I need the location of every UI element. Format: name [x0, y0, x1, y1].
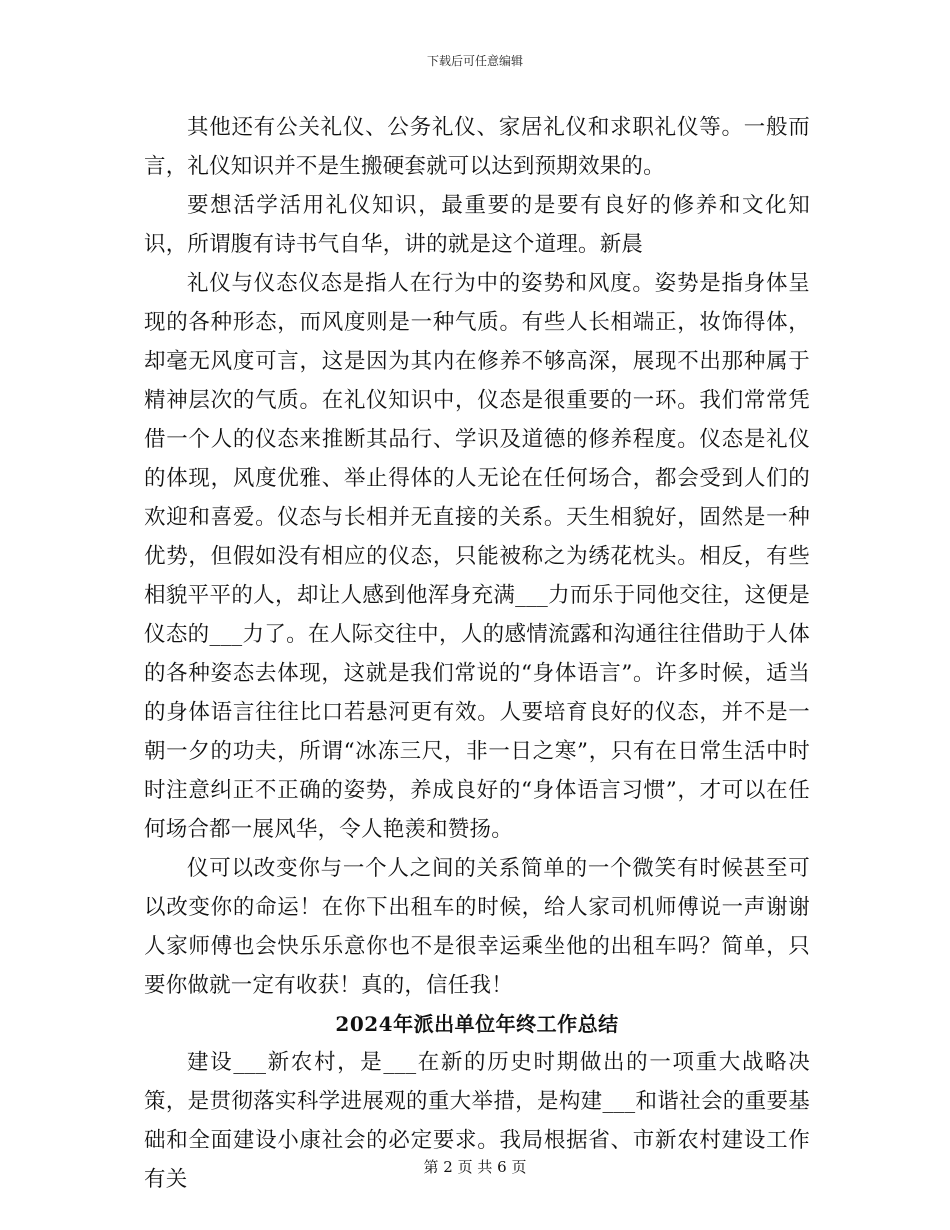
paragraph: 其他还有公关礼仪、公务礼仪、家居礼仪和求职礼仪等。一般而言，礼仪知识并不是生搬硬套就可以达到预期效果的。: [144, 115, 810, 179]
paragraph: 建设___新农村，是___在新的历史时期做出的一项重大战略决策，是贯彻落实科学进展观的重大举措，是构建___和谐社会的重要基础和全面建设小康社会的必定要求。我局根据省、市新农村建设工作有关: [144, 1050, 810, 1192]
document-body: [144, 108, 810, 1199]
page-header: 下载后可任意编辑: [426, 54, 523, 68]
paragraph: 仪可以改变你与一个人之间的关系简单的一个微笑有时候甚至可以改变你的命运！在你下出租车的时候，给人家司机师傅说一声谢谢人家师傅也会快乐乐意你也不是很幸运乘坐他的出租车吗？简单，只要你做就一定有收获！真的，信任我！: [144, 856, 810, 998]
paragraph: 要想活学活用礼仪知识，最重要的是要有良好的修养和文化知识，所谓腹有诗书气自华，讲的就是这个道理。新晨: [144, 193, 810, 257]
paragraph: 礼仪与仪态仪态是指人在行为中的姿势和风度。姿势是指身体呈现的各种形态，而风度则是一种气质。有些人长相端正，妆饰得体，却毫无风度可言，这是因为其内在修养不够高深，展现不出那种属于精神层次的气质。在礼仪知识中，仪态是很重要的一环。我们常常凭借一个人的仪态来推断其品行、学识及道德的修养程度。仪态是礼仪的体现，风度优雅、举止得体的人无论在任何场合，都会受到人们的欢迎和喜爱。仪态与长相并无直接的关系。天生相貌好，固然是一种优势，但假如没有相应的仪态，只能被称之为绣花枕头。相反，有些相貌平平的人，却让人感到他浑身充满___力而乐于同他交往，这便是仪态的___力了。在人际交往中，人的感情流露和沟通往往借助于人体的各种姿态去体现，这就是我们常说的“身体语言”。许多时候，适当的身体语言往往比口若悬河更有效。人要培育良好的仪态，并不是一朝一夕的功夫，所谓“冰冻三尺，非一日之寒”，只有在日常生活中时时注意纠正不正确的姿势，养成良好的“身体语言习惯”，才可以在任何场合都一展风华，令人艳羡和赞扬。: [144, 271, 810, 842]
page-footer: 第 2 页 共 6 页: [423, 1158, 527, 1176]
section-title: 2024年派出单位年终工作总结: [335, 1012, 619, 1036]
